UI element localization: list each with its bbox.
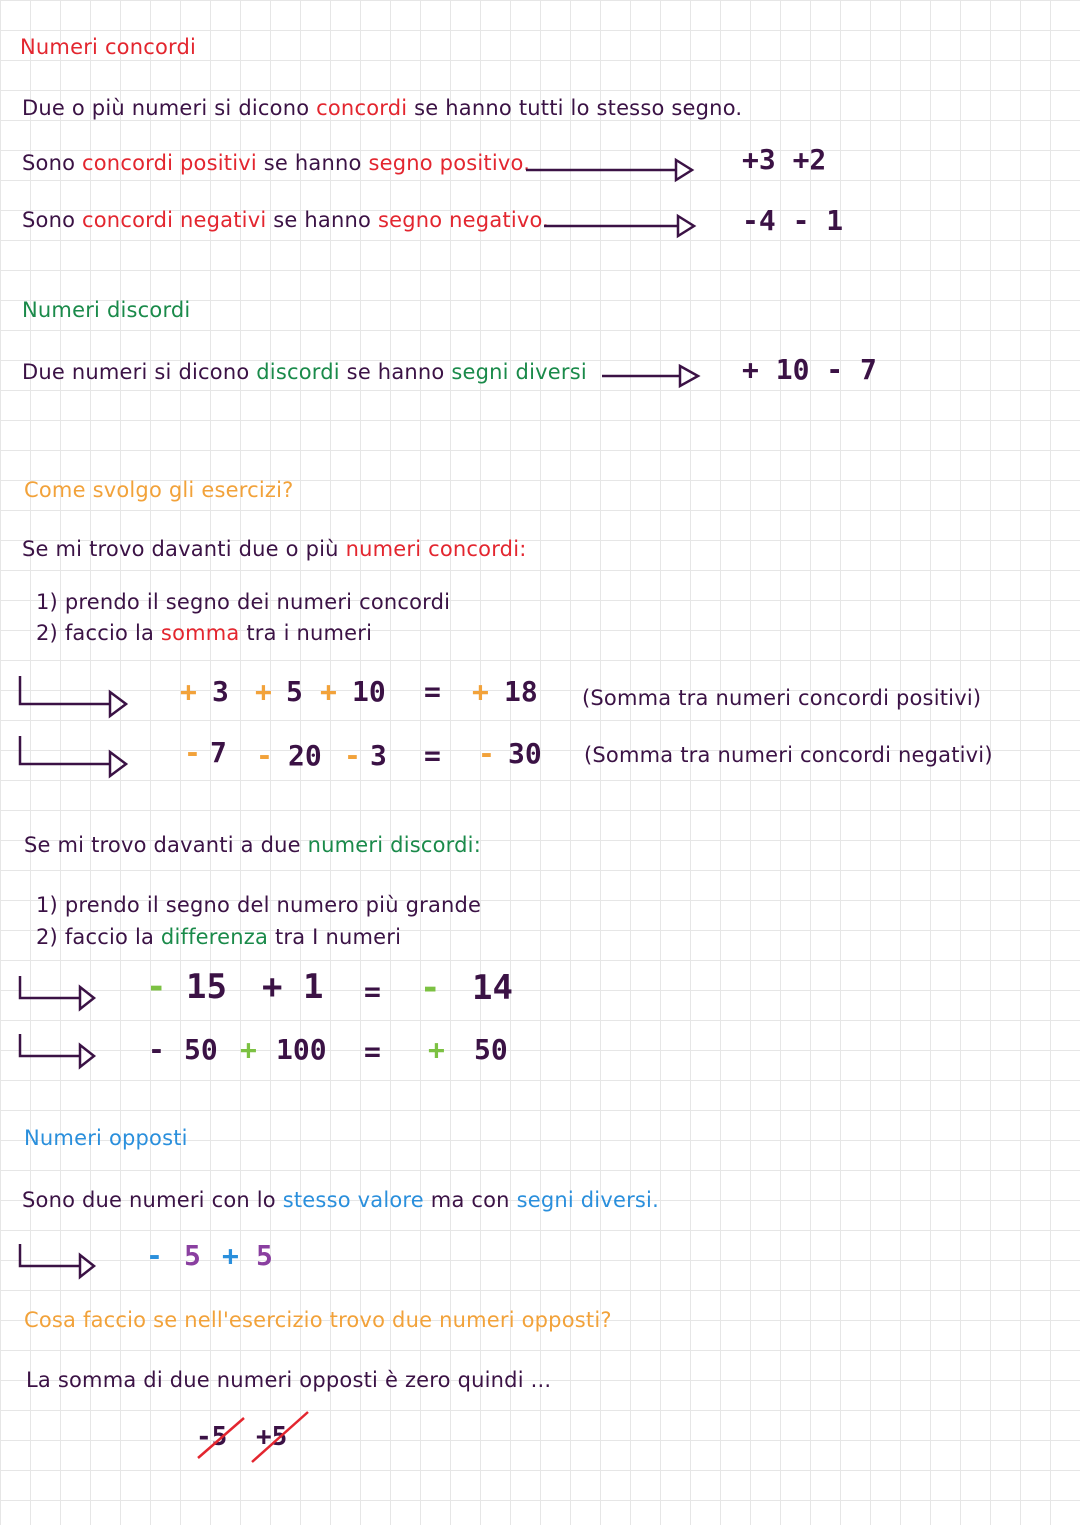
sign-plus: + (180, 675, 197, 708)
keyword-segno-positivo: segno positivo. (368, 151, 531, 175)
keyword-differenza: differenza (160, 925, 269, 949)
number-value: + 1 (262, 967, 324, 1007)
keyword-numeri-concordi: numeri concordi: (345, 537, 527, 561)
number-value: 100 (276, 1033, 327, 1066)
concordi-step-1: 1) prendo il segno dei numeri concordi (36, 590, 451, 614)
result-value: 18 (504, 675, 538, 708)
keyword-somma: somma (160, 621, 240, 645)
text-fragment: se hanno (339, 360, 452, 384)
number-value: 5 (184, 1239, 201, 1272)
number-value: 5 (256, 1239, 273, 1272)
example-concordi-positivi: +3 +2 (742, 143, 827, 176)
number-value: 5 (286, 675, 303, 708)
heading-come-svolgo: Come svolgo gli esercizi? (24, 478, 294, 502)
text-fragment: tra I numeri (268, 925, 402, 949)
concordi-def-text-end: se hanno tutti lo stesso segno. (407, 96, 743, 120)
arrow-right-icon (544, 214, 698, 238)
intro-discordi (24, 832, 481, 858)
example-concordi-negativi: -4 - 1 (742, 204, 844, 237)
corner-arrow-icon (18, 734, 128, 780)
sign-minus: - (146, 1239, 163, 1272)
concordi-definition (22, 95, 742, 121)
text-fragment: 2) faccio la (36, 621, 161, 645)
corner-arrow-icon (18, 674, 128, 720)
strike-through-marks (190, 1408, 320, 1468)
number-value: 3 (370, 739, 387, 772)
number-value: 20 (288, 739, 322, 772)
keyword-concordi-positivi: concordi positivi (82, 151, 257, 175)
equals-sign: = (364, 975, 381, 1008)
number-value: 15 (186, 967, 227, 1007)
keyword-concordi-negativi: concordi negativi (82, 208, 267, 232)
keyword-stesso-valore: stesso valore (282, 1188, 424, 1212)
equals-sign: = (364, 1035, 381, 1068)
example-discordi: + 10 - 7 (742, 353, 877, 386)
cancelled-number: +5 (256, 1422, 288, 1452)
number-value: 50 (184, 1033, 218, 1066)
text-fragment: Sono (22, 151, 83, 175)
text-fragment: Sono (22, 208, 83, 232)
arrow-right-icon (602, 364, 702, 388)
note-concordi-positivi: (Somma tra numeri concordi positivi) (582, 686, 982, 710)
result-sign: + (428, 1033, 445, 1066)
heading-numeri-opposti: Numeri opposti (24, 1126, 188, 1150)
sign-plus: + (222, 1239, 239, 1272)
corner-arrow-icon (18, 1032, 98, 1072)
intro-concordi (22, 536, 527, 562)
sign-plus: + (255, 675, 272, 708)
sign-minus: - (256, 739, 273, 772)
result-value: 14 (472, 968, 513, 1008)
number-value: 3 (212, 675, 229, 708)
text-fragment: Due numeri si dicono (22, 360, 257, 384)
keyword-segno-negativo: segno negativo. (377, 208, 550, 232)
keyword-discordi: discordi (256, 360, 340, 384)
keyword-segni-diversi: segni diversi. (516, 1188, 659, 1212)
result-sign: - (478, 737, 495, 770)
concordi-positivi-line (22, 150, 530, 176)
equals-sign: = (424, 675, 441, 708)
arrow-right-icon (526, 158, 696, 182)
sign-minus: - (146, 967, 167, 1007)
sign-minus: - (344, 739, 361, 772)
result-sign: + (472, 675, 489, 708)
equals-sign: = (424, 739, 441, 772)
opposti-definition (22, 1187, 659, 1213)
result-value: 50 (474, 1033, 508, 1066)
text-fragment: 2) faccio la (36, 925, 161, 949)
number-value: 7 (210, 736, 227, 769)
note-concordi-negativi: (Somma tra numeri concordi negativi) (584, 743, 993, 767)
corner-arrow-icon (18, 1242, 98, 1282)
text-fragment: Se mi trovo davanti due o più (22, 537, 346, 561)
discordi-step-2 (36, 924, 401, 950)
sign-plus: + (240, 1033, 257, 1066)
question-opposti: Cosa faccio se nell'esercizio trovo due numeri opposti? (24, 1308, 612, 1332)
text-fragment: se hanno (266, 208, 378, 232)
text-fragment: Se mi trovo davanti a due (24, 833, 308, 857)
text-fragment: tra i numeri (239, 621, 373, 645)
discordi-definition (22, 359, 587, 385)
concordi-negativi-line (22, 207, 549, 233)
sign-minus: - (184, 736, 201, 769)
cancelled-number: -5 (196, 1422, 228, 1452)
text-fragment: Sono due numeri con lo (22, 1188, 283, 1212)
discordi-step-1: 1) prendo il segno del numero più grande (36, 893, 482, 917)
concordi-def-keyword: concordi (316, 96, 408, 120)
heading-numeri-discordi: Numeri discordi (22, 298, 191, 322)
text-fragment: se hanno (256, 151, 369, 175)
number-value: 10 (352, 675, 386, 708)
sign-minus: - (148, 1033, 165, 1066)
text-fragment: ma con (423, 1188, 517, 1212)
concordi-def-text: Due o più numeri si dicono (22, 96, 317, 120)
keyword-segni-diversi: segni diversi (451, 360, 587, 384)
corner-arrow-icon (18, 974, 98, 1014)
keyword-numeri-discordi: numeri discordi: (307, 833, 481, 857)
result-sign: - (420, 968, 441, 1008)
concordi-step-2 (36, 620, 372, 646)
heading-numeri-concordi: Numeri concordi (20, 35, 197, 59)
sign-plus: + (320, 675, 337, 708)
answer-opposti: La somma di due numeri opposti è zero quindi ... (26, 1368, 552, 1392)
result-value: 30 (508, 737, 542, 770)
